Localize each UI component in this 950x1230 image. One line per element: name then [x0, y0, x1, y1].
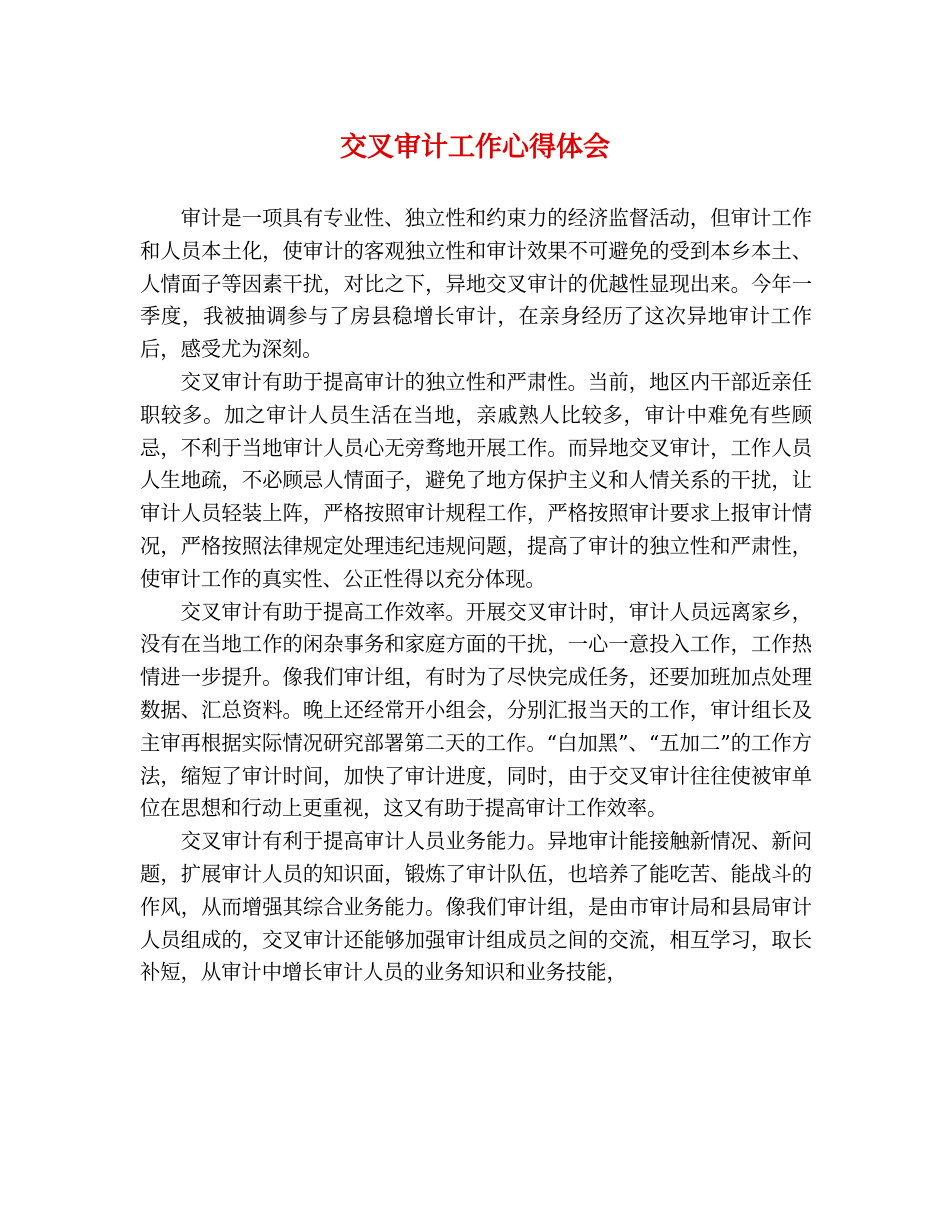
paragraph-independence: 交叉审计有助于提高审计的独立性和严肃性。当前，地区内干部近亲任职较多。加之审计人员生活在当地，亲戚熟人比较多，审计中难免有些顾忌，不利于当地审计人员心无旁骛地开展工作。而异地交叉审计，工作人员人生地疏，不必顾忌人情面子，避免了地方保护主义和人情关系的干扰，让审计人员轻装上阵，严格按照审计规程工作，严格按照审计要求上报审计情况，严格按照法律规定处理违纪违规问题，提高了审计的独立性和严肃性，使审计工作的真实性、公正性得以充分体现。 [140, 369, 812, 591]
paragraph-intro: 审计是一项具有专业性、独立性和约束力的经济监督活动，但审计工作和人员本土化，使审计的客观独立性和审计效果不可避免的受到本乡本土、人情面子等因素干扰，对比之下，异地交叉审计的优越性显现出来。今年一季度，我被抽调参与了房县稳增长审计，在亲身经历了这次异地审计工作后，感受尤为深刻。 [140, 206, 812, 362]
document-body [140, 202, 812, 989]
document-title: 交叉审计工作心得体会 [340, 132, 610, 163]
paragraph-efficiency: 交叉审计有助于提高工作效率。开展交叉审计时，审计人员远离家乡，没有在当地工作的闲杂事务和家庭方面的干扰，一心一意投入工作，工作热情进一步提升。像我们审计组，有时为了尽快完成任务，还要加班加点处理数据、汇总资料。晚上还经常开小组会，分别汇报当天的工作，审计组长及主审再根据实际情况研究部署第二天的工作。“白加黑”、“五加二”的工作方法，缩短了审计时间，加快了审计进度，同时，由于交叉审计往往使被审单位在思想和行动上更重视，这又有助于提高审计工作效率。 [140, 599, 812, 821]
paragraph-ability: 交叉审计有利于提高审计人员业务能力。异地审计能接触新情况、新问题，扩展审计人员的知识面，锻炼了审计队伍，也培养了能吃苦、能战斗的作风，从而增强其综合业务能力。像我们审计组，是由市审计局和县局审计人员组成的，交叉审计还能够加强审计组成员之间的交流，相互学习，取长补短，从审计中增长审计人员的业务知识和业务技能， [140, 829, 812, 985]
